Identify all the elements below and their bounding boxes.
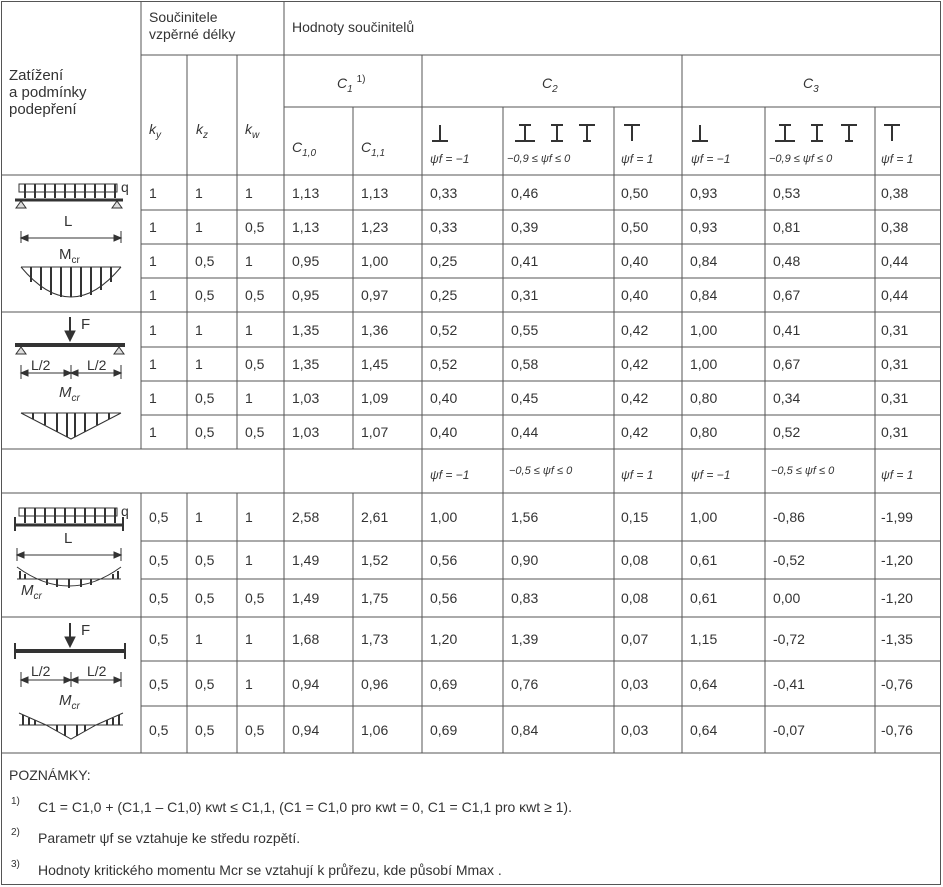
table-cell: 0,5 xyxy=(195,253,215,269)
c3-psi-minus1-b: ψf = −1 xyxy=(691,468,731,482)
table-cell: 1 xyxy=(195,219,203,235)
table-cell: 0,5 xyxy=(149,631,169,647)
table-cell: 0,69 xyxy=(430,676,458,692)
header-c2: $C_2$ xyxy=(542,75,558,95)
table-cell: 0,64 xyxy=(690,676,718,692)
table-cell: 1,36 xyxy=(361,322,389,338)
table-cell: 0,5 xyxy=(195,590,215,606)
table-cell: 1,56 xyxy=(511,509,539,525)
table-cell: 0,31 xyxy=(881,390,909,406)
table-cell: 1,35 xyxy=(292,322,320,338)
table-cell: 0,76 xyxy=(511,676,539,692)
table-cell: 0,97 xyxy=(361,287,389,303)
c3-psi-range-b: −0,5 ≤ ψf ≤ 0 xyxy=(771,465,835,477)
table-cell: 0,33 xyxy=(430,185,458,201)
diagram1-q-label: q xyxy=(121,179,129,195)
table-cell: 0,31 xyxy=(881,356,909,372)
header-c3: $C_3$ xyxy=(803,75,819,95)
table-cell: 1 xyxy=(149,356,157,372)
table-cell: 0,34 xyxy=(773,390,801,406)
table-cell: 1 xyxy=(245,631,253,647)
table-cell: 1,03 xyxy=(292,424,320,440)
note-3-text: Hodnoty kritického momentu Mcr se vztahují k průřezu, kde působí Mmax . xyxy=(38,862,502,878)
table-cell: 1 xyxy=(149,287,157,303)
table-cell: 0,61 xyxy=(690,590,718,606)
table-cell: 1,13 xyxy=(361,185,389,201)
note-3 xyxy=(11,859,502,878)
table-cell: 0,95 xyxy=(292,287,320,303)
table-cell: 1 xyxy=(245,509,253,525)
table-cell: 1,06 xyxy=(361,722,389,738)
table-cell: -0,41 xyxy=(773,676,805,692)
table-cell: 0,93 xyxy=(690,219,718,235)
header-k-z: $k_z$ xyxy=(196,121,208,141)
table-cell: 0,80 xyxy=(690,390,718,406)
table-cell: 0,81 xyxy=(773,219,801,235)
table-cell: 1 xyxy=(195,509,203,525)
table-cell: -1,35 xyxy=(881,631,913,647)
table-cell: 0,56 xyxy=(430,590,458,606)
table-cell: 1,23 xyxy=(361,219,389,235)
table-cell: 2,61 xyxy=(361,509,389,525)
table-cell: 0,95 xyxy=(292,253,320,269)
table-cell: -0,07 xyxy=(773,722,805,738)
table-cell: 0,96 xyxy=(361,676,389,692)
note-3-number: 3) xyxy=(11,859,20,870)
table-cell: 1 xyxy=(149,253,157,269)
table-cell: 0,83 xyxy=(511,590,539,606)
table-cell: 0,5 xyxy=(195,722,215,738)
c2-psi-range: −0,9 ≤ ψf ≤ 0 xyxy=(507,153,571,165)
table-cell: 0,67 xyxy=(773,356,801,372)
table-cell: 1 xyxy=(149,322,157,338)
table-cell: 0,84 xyxy=(690,287,718,303)
table-cell: 1 xyxy=(245,322,253,338)
table-cell: 0,5 xyxy=(195,552,215,568)
table-cell: 1 xyxy=(149,185,157,201)
table-cell: 1,39 xyxy=(511,631,539,647)
table-cell: 0,50 xyxy=(621,185,649,201)
note-2-number: 2) xyxy=(11,827,20,838)
table-cell: 1 xyxy=(245,390,253,406)
table-cell: 0,42 xyxy=(621,322,649,338)
table-cell: -0,72 xyxy=(773,631,805,647)
table-cell: 0,38 xyxy=(881,219,909,235)
table-cell: 1,13 xyxy=(292,219,320,235)
table-cell: 0,55 xyxy=(511,322,539,338)
table-cell: 1,07 xyxy=(361,424,389,440)
table-cell: 1,52 xyxy=(361,552,389,568)
table-cell: 0,5 xyxy=(149,509,169,525)
table-cell: 0,5 xyxy=(195,424,215,440)
table-cell: 0,25 xyxy=(430,287,458,303)
table-cell: 1,00 xyxy=(690,356,718,372)
table-cell: 0,39 xyxy=(511,219,539,235)
table-cell: 1 xyxy=(195,185,203,201)
table-cell: 1,68 xyxy=(292,631,320,647)
diagram2-half-left: L/2 xyxy=(31,357,51,373)
table-cell: 1 xyxy=(195,356,203,372)
table-cell: 0,40 xyxy=(430,390,458,406)
table-cell: 0,08 xyxy=(621,590,649,606)
table-cell: 0,03 xyxy=(621,676,649,692)
table-cell: -0,52 xyxy=(773,552,805,568)
section-symbols xyxy=(432,125,900,141)
table-cell: 1,00 xyxy=(430,509,458,525)
header-soucinitele: Součinitele vzpěrné délky xyxy=(149,9,236,42)
table-cell: 1 xyxy=(195,322,203,338)
diagram-point-fixed xyxy=(15,623,125,739)
note-1-text: C1 = C1,0 + (C1,1 – C1,0) κwt ≤ C1,1, (C1 = C1,0 pro κwt = 0, C1 = C1,1 pro κwt ≥ 1). xyxy=(38,799,572,815)
table-cell: 0,5 xyxy=(245,722,265,738)
table-cell: 0,42 xyxy=(621,356,649,372)
table-cell: -1,20 xyxy=(881,552,913,568)
table-cell: -0,86 xyxy=(773,509,805,525)
table-cell: 0,5 xyxy=(245,356,265,372)
table-cell: 0,33 xyxy=(430,219,458,235)
table-cell: 1 xyxy=(245,552,253,568)
table-cell: 0,25 xyxy=(430,253,458,269)
table-cell: 1 xyxy=(149,424,157,440)
table-cell: 0,41 xyxy=(511,253,539,269)
diagram3-mcr-label: $M_{cr}$ xyxy=(21,582,42,602)
table-cell: 1,00 xyxy=(690,322,718,338)
table-cell: 1,73 xyxy=(361,631,389,647)
table-cell: 0,58 xyxy=(511,356,539,372)
table-cell: 0,56 xyxy=(430,552,458,568)
table-cell: 0,44 xyxy=(881,287,909,303)
table-cell: 0,64 xyxy=(690,722,718,738)
table-cell: 1 xyxy=(245,185,253,201)
diagram4-half-left: L/2 xyxy=(31,663,51,679)
table-cell: 0,15 xyxy=(621,509,649,525)
table-cell: 0,5 xyxy=(195,287,215,303)
table-cell: 0,94 xyxy=(292,676,320,692)
table-cell: 1 xyxy=(245,253,253,269)
table-cell: 0,03 xyxy=(621,722,649,738)
table-cell: 0,38 xyxy=(881,185,909,201)
table-cell: 0,5 xyxy=(195,676,215,692)
header-hodnoty: Hodnoty součinitelů xyxy=(292,19,415,35)
diagram4-F-label: F xyxy=(81,622,91,639)
table-cell: 0,5 xyxy=(149,552,169,568)
table-cell: 0,42 xyxy=(621,390,649,406)
c3-psi-range: −0,9 ≤ ψf ≤ 0 xyxy=(769,153,833,165)
table-cell: 0,5 xyxy=(149,590,169,606)
diagram-point-simple xyxy=(15,317,125,439)
table-cell: 0,5 xyxy=(245,590,265,606)
notes-title: POZNÁMKY: xyxy=(9,767,91,783)
table-cell: 0,46 xyxy=(511,185,539,201)
diagram-udl-fixed xyxy=(15,508,123,588)
table-cell: -1,99 xyxy=(881,509,913,525)
table-cell: 0,07 xyxy=(621,631,649,647)
table-cell: 0,08 xyxy=(621,552,649,568)
header-c11: $C_{1,1}$ xyxy=(361,139,386,159)
c2-psi-minus1-b: ψf = −1 xyxy=(430,468,470,482)
table-cell: -0,76 xyxy=(881,676,913,692)
diagram1-mcr-label: $M_{cr}$ xyxy=(59,246,80,266)
table-cell: 1,75 xyxy=(361,590,389,606)
c2-psi-minus1: ψf = −1 xyxy=(430,152,470,166)
table-cell: 0,94 xyxy=(292,722,320,738)
table-cell: 0,52 xyxy=(773,424,801,440)
table-cell: 0,84 xyxy=(690,253,718,269)
table-cell: 0,84 xyxy=(511,722,539,738)
c3-psi-plus1: ψf = 1 xyxy=(881,152,914,166)
header-c1: $C_1$ $^{1)}$ xyxy=(337,74,366,95)
table-cell: 0,42 xyxy=(621,424,649,440)
table-cell: 1,13 xyxy=(292,185,320,201)
diagram2-mcr-label: $M_{cr}$ xyxy=(59,384,80,404)
table-cell: 0,61 xyxy=(690,552,718,568)
table-cell: 0,45 xyxy=(511,390,539,406)
table-cell: 0,41 xyxy=(773,322,801,338)
table-cell: 2,58 xyxy=(292,509,320,525)
table-cell: 1 xyxy=(245,676,253,692)
table-cell: 1,15 xyxy=(690,631,718,647)
table-cell: 0,93 xyxy=(690,185,718,201)
table-cell: 1 xyxy=(195,631,203,647)
table-cell: 0,80 xyxy=(690,424,718,440)
diagram2-half-right: L/2 xyxy=(87,357,107,373)
note-1-number: 1) xyxy=(11,796,20,807)
table-cell: 0,48 xyxy=(773,253,801,269)
table-cell: 1 xyxy=(149,219,157,235)
table-cell: -0,76 xyxy=(881,722,913,738)
c3-psi-plus1-b: ψf = 1 xyxy=(881,468,914,482)
table-cell: 0,40 xyxy=(621,253,649,269)
table-cell: 1,20 xyxy=(430,631,458,647)
table-cell: 0,5 xyxy=(149,676,169,692)
table-cell: 0,40 xyxy=(621,287,649,303)
diagram3-q-label: q xyxy=(121,503,129,519)
table-cell: 0,5 xyxy=(245,219,265,235)
table-cell: 1,09 xyxy=(361,390,389,406)
diagram2-F-label: F xyxy=(81,316,91,333)
table-cell: 0,5 xyxy=(149,722,169,738)
c3-psi-minus1: ψf = −1 xyxy=(691,152,731,166)
table-cell: 0,5 xyxy=(245,287,265,303)
table-cell: 1,35 xyxy=(292,356,320,372)
diagram1-L-label: L xyxy=(64,213,73,230)
table-grid xyxy=(1,1,941,885)
table-cell: 0,40 xyxy=(430,424,458,440)
table-cell: 0,5 xyxy=(245,424,265,440)
table-cell: 0,44 xyxy=(881,253,909,269)
c2-psi-plus1: ψf = 1 xyxy=(621,152,654,166)
diagram4-half-right: L/2 xyxy=(87,663,107,679)
table-cell: 0,31 xyxy=(881,322,909,338)
table-cell: 0,52 xyxy=(430,322,458,338)
note-2-text: Parametr ψf se vztahuje ke středu rozpětí. xyxy=(38,830,301,846)
note-2 xyxy=(11,827,301,846)
table-cell: 1,00 xyxy=(361,253,389,269)
table-wrapper xyxy=(1,1,941,885)
header-k-w: $k_w$ xyxy=(245,121,260,141)
header-c10: $C_{1,0}$ xyxy=(292,139,317,159)
note-1 xyxy=(11,796,572,815)
diagram4-mcr-label: $M_{cr}$ xyxy=(59,692,80,712)
table-cell: -1,20 xyxy=(881,590,913,606)
table-cell: 0,44 xyxy=(511,424,539,440)
table-cell: 0,90 xyxy=(511,552,539,568)
table-cell: 0,53 xyxy=(773,185,801,201)
table-cell: 0,50 xyxy=(621,219,649,235)
table-cell: 0,5 xyxy=(195,390,215,406)
header-zatizeni: Zatížení a podmínky podepření xyxy=(9,67,87,118)
c2-psi-plus1-b: ψf = 1 xyxy=(621,468,654,482)
table-cell: 1,00 xyxy=(690,509,718,525)
table-cell: 0,52 xyxy=(430,356,458,372)
table-cell: 0,31 xyxy=(511,287,539,303)
diagram-udl-simple xyxy=(15,184,123,297)
table-cell: 1,45 xyxy=(361,356,389,372)
diagram3-L-label: L xyxy=(64,530,73,547)
table-cell: 1,49 xyxy=(292,590,320,606)
header-k-y: $k_y$ xyxy=(149,121,161,141)
c2-psi-range-b: −0,5 ≤ ψf ≤ 0 xyxy=(509,465,573,477)
table-cell: 1,03 xyxy=(292,390,320,406)
table-cell: 1,49 xyxy=(292,552,320,568)
table-cell: 1 xyxy=(149,390,157,406)
table-cell: 0,69 xyxy=(430,722,458,738)
table-cell: 0,00 xyxy=(773,590,801,606)
table-cell: 0,67 xyxy=(773,287,801,303)
table-cell: 0,31 xyxy=(881,424,909,440)
